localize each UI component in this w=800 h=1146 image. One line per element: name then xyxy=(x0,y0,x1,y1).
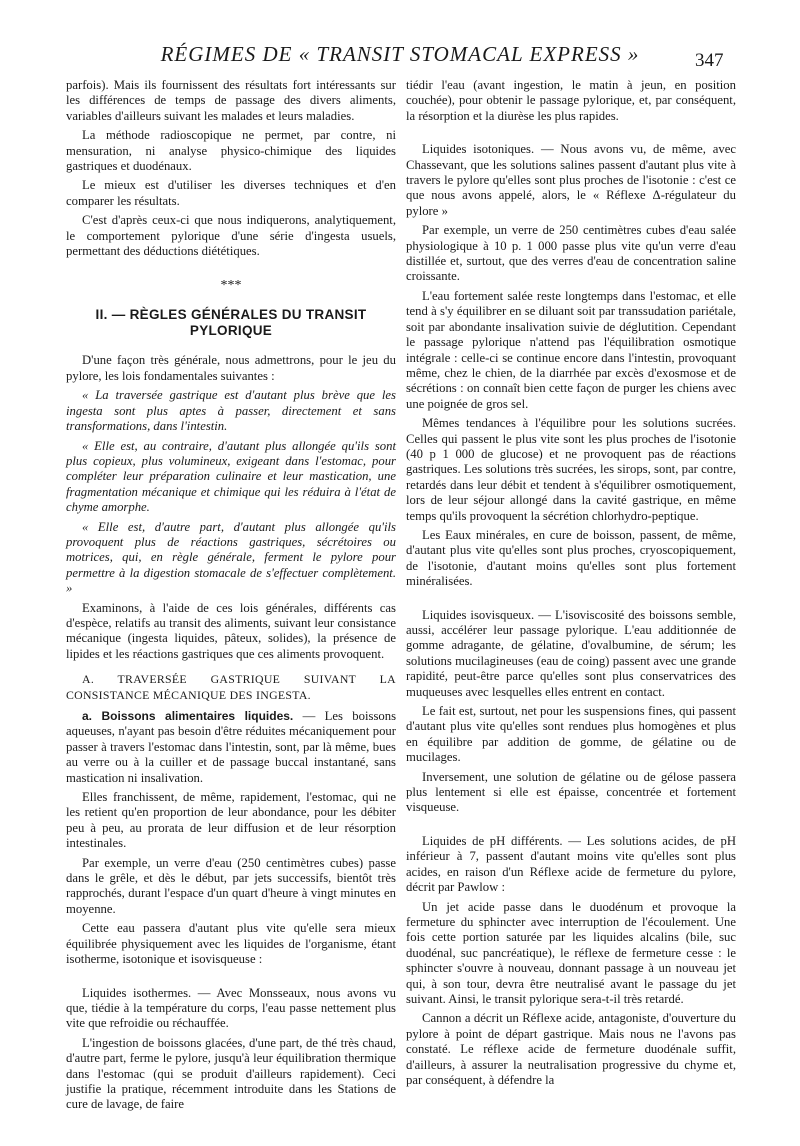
paragraph: Cette eau passera d'autant plus vite qu'elle sera mieux équilibrée physiquement avec les liquides de l'organisme, étant isotherme, isotonique et isovisqueuse : xyxy=(66,921,396,967)
paragraph: Liquides de pH différents. — Les solutions acides, de pH inférieur à 7, passent d'autant moins vite qu'elles sont plus acides, en raison d'un Réflexe acide de fermeture du pylore, décrit par Pawlow : xyxy=(406,833,736,895)
paragraph: L'ingestion de boissons glacées, d'une part, de thé très chaud, d'autre part, ferme le pylore, jusqu'à leur équilibration thermique dans l'estomac (qui se produit d'ailleurs rapidement). Ceci justifie la pratique, récemment introduite dans les Stations de cure de lavage, de faire xyxy=(66,1035,396,1112)
paragraph: Par exemple, un verre d'eau (250 centimètres cubes) passe dans le grêle, et dès le début, par jets successifs, bientôt très rapprochés, durant l'espace d'un quart d'heure à vingt minutes en moyenne. xyxy=(66,855,396,916)
page-number: 347 xyxy=(695,50,724,71)
paragraph: tiédir l'eau (avant ingestion, le matin à jeun, en position couchée), pour obtenir le passage pylorique, et, par conséquent, la résorption et la diurèse les plus rapides. xyxy=(406,78,736,123)
paragraph: Inversement, une solution de gélatine ou de gélose passera plus lentement si elle est épaisse, concentrée et fortement visqueuse. xyxy=(406,769,736,815)
section-title: II. — RÈGLES GÉNÉRALES DU TRANSIT PYLORIQUE xyxy=(95,307,367,339)
paragraph: Liquides isovisqueux. — L'isoviscosité des boissons semble, aussi, accélérer leur passage pylorique. L'eau additionnée de gomme adragante, de gélatine, d'ovalbumine, de sérum; les solutions mucilagineuses (eau de coing) passent avec une grande rapidité, peut-être parce qu'elles sont plus conservatrices des muqueuses avec lesquelles elles entrent en contact. xyxy=(406,607,736,699)
paragraph: Le mieux est d'utiliser les diverses techniques et d'en comparer les résultats. xyxy=(66,178,396,208)
quote-paragraph: « Elle est, au contraire, d'autant plus allongée qu'ils sont plus copieux, plus volumineux, exigeant dans l'estomac, pour compléter leur préparation culinaire et leur mastication, une fragmentation mécanique et chimique qui les réduira à l'état de chyme amorphe. xyxy=(66,438,396,515)
paragraph: Par exemple, un verre de 250 centimètres cubes d'eau salée physiologique à 10 p. 1 000 passe plus vite qu'un verre d'eau distillée et, surtout, que des verres d'eau de concentration saline croissante. xyxy=(406,223,736,284)
quote-paragraph: « Elle est, d'autre part, d'autant plus allongée qu'ils provoquent plus de réactions gastriques, sécrétoires ou motrices, qui, en règle générale, ferment le pylore pour permettre à la digestion stomacale de s'effectuer complètement. » xyxy=(66,519,396,596)
right-column xyxy=(406,78,736,1092)
quote-paragraph: « La traversée gastrique est d'autant plus brève que les ingesta sont plus aptes à passer, directement et sans transformations, dans l'intestin. xyxy=(66,388,396,434)
left-column xyxy=(66,78,396,1117)
paragraph: D'une façon très générale, nous admettrons, pour le jeu du pylore, les lois fondamentales suivantes : xyxy=(66,353,396,383)
running-title: RÉGIMES DE « TRANSIT STOMACAL EXPRESS » xyxy=(160,42,640,66)
page-header xyxy=(0,38,800,78)
run-in-heading: a. Boissons alimentaires liquides. xyxy=(82,709,294,723)
paragraph: parfois). Mais ils fournissent des résultats fort intéressants sur les différences de temps de passage des divers aliments, variables d'ailleurs suivant les malades et leurs maladies. xyxy=(66,78,396,123)
paragraph xyxy=(66,709,396,786)
paragraph: Liquides isotoniques. — Nous avons vu, de même, avec Chassevant, que les solutions salines passent d'autant plus vite à travers le pylore qu'elles sont plus proches de l'isotonie : c'est ce que nous avons appelé, alors, le « Réflexe Δ-régulateur du pylore » xyxy=(406,142,736,218)
paragraph: L'eau fortement salée reste longtemps dans l'estomac, et elle tend à s'y équilibrer en se diluant soit par transsudation pariétale, soit par abondante insalivation suivie de déglutition. Cependant le passage pylorique n'attend pas l'équilibration osmotique intégrale : celle-ci se continue encore dans l'intestin, provoquant même, chez le chien, de la diarrhée par excès d'exosmose et de sécrétions : on connaît bien cette façon de purger les chiens avec une poignée de gros sel. xyxy=(406,288,736,411)
paragraph: Un jet acide passe dans le duodénum et provoque la fermeture du sphincter avec interruption de l'écoulement. Une fois cette portion saturée par les liquides alcalins (bile, suc duodénal, suc pancréatique), le réflexe de fermeture cesse : le sphincter s'ouvre à nouveau, donnant passage à un nouveau jet qui, à son tour, devra être neutralisé avant le passage du jet suivant. Ainsi, le transit pylorique sera-t-il très retardé. xyxy=(406,899,736,1006)
paragraph: Cannon a décrit un Réflexe acide, antagoniste, d'ouverture du pylore à point de départ gastrique. Mais nous ne l'avons pas constaté. Le réflexe acide de fermeture duodénale suffit, d'ailleurs, à assurer la neutralisation progressive du chyme et, par conséquent, à défendre la xyxy=(406,1011,736,1087)
paragraph-text: — Les boissons aqueuses, n'ayant pas besoin d'être réduites mécaniquement pour passer à travers l'estomac dans l'intestin, sont, par là même, bues au verre ou à la cuiller et de passage buccal instantané, sans mastication ni insalivation. xyxy=(66,709,396,785)
paragraph: Les Eaux minérales, en cure de boisson, passent, de même, d'autant plus vite qu'elles sont plus proches, cryoscopiquement, de l'isotonie, d'autant moins qu'elles sont plus fortement minéralisées. xyxy=(406,527,736,589)
paragraph: Examinons, à l'aide de ces lois générales, différents cas d'espèce, relatifs au transit des aliments, suivant leur consistance mécanique (ingesta liquides, pâteux, solides), la présence de lipides et les réactions gastriques que ces aliments provoquent. xyxy=(66,600,396,661)
asterism: *** xyxy=(220,278,242,294)
paragraph: La méthode radioscopique ne permet, par contre, ni mensuration, ni analyse physico-chimique des liquides gastriques et duodénaux. xyxy=(66,128,396,174)
paragraph: Liquides isothermes. — Avec Monsseaux, nous avons vu que, tiédie à la température du corps, l'eau passe nettement plus vite que refroidie ou réchauffée. xyxy=(66,985,396,1031)
paragraph: Mêmes tendances à l'équilibre pour les solutions sucrées. Celles qui passent le plus vite sont les plus proches de l'isotonie (40 p 1 000 de glucose) et ne provoquent pas de réactions gastriques. Les solutions très sucrées, les sirops, sont, par contre, retardés dans leur débit et tendent à s'équilibrer osmotiquement, lors de leur séjour allongé dans la cavité gastrique, en même temps qu'ils provoquent la sécrétion chlorhydro-peptique. xyxy=(406,416,736,523)
paragraph: C'est d'après ceux-ci que nous indiquerons, analytiquement, le comportement pylorique d'une série d'ingesta usuels, permettant des déductions diététiques. xyxy=(66,213,396,259)
paragraph: Elles franchissent, de même, rapidement, l'estomac, qui ne les retient qu'en proportion de leur abondance, pour les débiter peu à peu, au prorata de leur diffusion et de leur résorption intestinales. xyxy=(66,790,396,851)
subsection-heading: A. TRAVERSÉE GASTRIQUE SUIVANT LA CONSISTANCE MÉCANIQUE DES INGESTA. xyxy=(66,672,396,702)
paragraph: Le fait est, surtout, net pour les suspensions fines, qui passent d'autant plus vite qu'elles sont rendues plus homogènes et plus en équilibre par addition de gomme, de gélatine ou de mucilages. xyxy=(406,704,736,765)
